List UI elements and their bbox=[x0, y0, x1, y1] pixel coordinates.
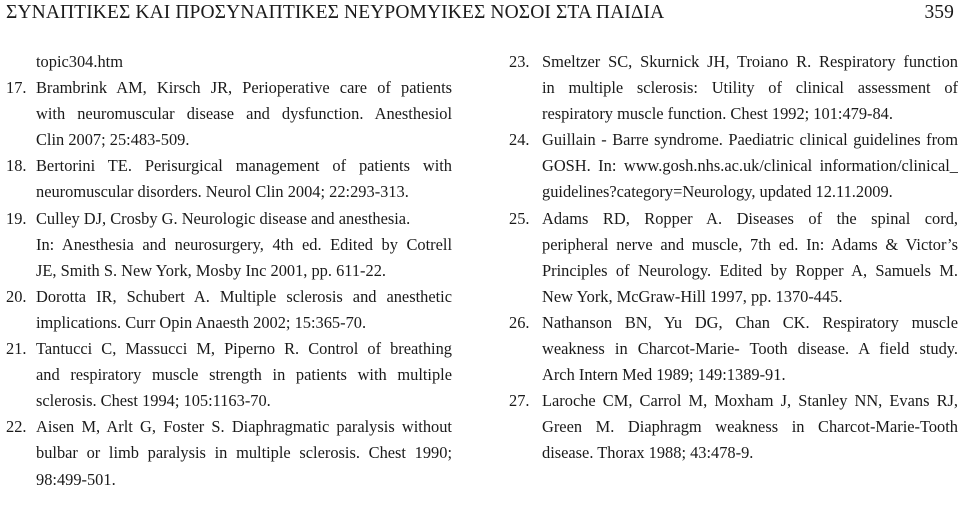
reference-entry-start bbox=[509, 49, 958, 75]
reference-line bbox=[509, 179, 958, 205]
reference-number: 23. bbox=[509, 52, 530, 71]
reference-text: with neuromuscular disease and dysfunction. Anesthesiol bbox=[36, 104, 452, 124]
reference-entry-start bbox=[509, 310, 958, 336]
reference-text: Guillain - Barre syndrome. Paediatric clinical guidelines from bbox=[542, 130, 958, 150]
reference-number: 26. bbox=[509, 312, 530, 332]
reference-text: disease. Thorax 1988; 43:478-9. bbox=[542, 443, 754, 463]
reference-number: 17. bbox=[6, 78, 27, 98]
reference-entry-start bbox=[509, 206, 958, 232]
reference-text: respiratory muscle function. Chest 1992; 101:479-84. bbox=[542, 104, 893, 124]
reference-text: neuromuscular disorders. Neurol Clin 2004; 22:293-313. bbox=[36, 182, 409, 202]
reference-text: Nathanson BN, Yu DG, Chan CK. Respiratory muscle bbox=[542, 312, 958, 332]
reference-line bbox=[509, 284, 958, 310]
reference-line bbox=[509, 101, 958, 127]
reference-number: 20. bbox=[6, 286, 27, 306]
reference-text: Arch Intern Med 1989; 149:1389-91. bbox=[542, 365, 786, 385]
reference-link-text[interactable]: topic304.htm bbox=[36, 52, 123, 71]
reference-line bbox=[6, 101, 452, 127]
reference-line bbox=[509, 153, 958, 179]
reference-text: implications. Curr Opin Anaesth 2002; 15:365-70. bbox=[36, 312, 367, 332]
reference-text: Principles of Neurology. Edited by Ropper A, Samuels M. bbox=[542, 260, 958, 280]
reference-entry-start bbox=[6, 153, 452, 179]
reference-column-left bbox=[6, 49, 452, 493]
reference-line bbox=[6, 362, 452, 388]
reference-text: Clin 2007; 25:483-509. bbox=[36, 130, 190, 150]
reference-text: 98:499-501. bbox=[36, 469, 116, 489]
reference-text: Aisen M, Arlt G, Foster S. Diaphragmatic paralysis without bbox=[36, 417, 452, 437]
reference-text: In: Anesthesia and neurosurgery, 4th ed. Edited by Cotrell bbox=[36, 234, 452, 254]
reference-line bbox=[509, 362, 958, 388]
reference-number: 21. bbox=[6, 339, 27, 359]
reference-number: 22. bbox=[6, 417, 27, 437]
reference-line bbox=[509, 232, 958, 258]
reference-text: New York, McGraw-Hill 1997, pp. 1370-445. bbox=[542, 286, 843, 306]
reference-line bbox=[6, 179, 452, 205]
reference-entry-start bbox=[6, 284, 452, 310]
reference-text: and respiratory muscle strength in patients with multiple bbox=[36, 365, 452, 385]
reference-text: weakness in Charcot-Marie- Tooth disease. A field study. bbox=[542, 339, 958, 359]
reference-line bbox=[6, 49, 452, 75]
reference-text: Green M. Diaphragm weakness in Charcot-Marie-Tooth bbox=[542, 417, 958, 437]
reference-text: Smeltzer SC, Skurnick JH, Troiano R. Respiratory function bbox=[542, 52, 958, 71]
reference-entry-start bbox=[6, 414, 452, 440]
reference-text: Tantucci C, Massucci M, Piperno R. Control of breathing bbox=[36, 339, 452, 359]
reference-number: 19. bbox=[6, 208, 27, 228]
reference-line bbox=[509, 336, 958, 362]
reference-line bbox=[6, 127, 452, 153]
reference-entry-start bbox=[6, 206, 452, 232]
reference-text: JE, Smith S. New York, Mosby Inc 2001, pp. 611-22. bbox=[36, 260, 386, 280]
reference-line bbox=[6, 258, 452, 284]
reference-entry-start bbox=[509, 127, 958, 153]
reference-text: GOSH. In: www.gosh.nhs.ac.uk/clinical information/clinical_ bbox=[542, 156, 958, 176]
reference-line bbox=[6, 232, 452, 258]
reference-line bbox=[509, 414, 958, 440]
reference-entry-start bbox=[509, 388, 958, 414]
reference-line bbox=[6, 440, 452, 466]
reference-number: 25. bbox=[509, 208, 530, 228]
reference-line bbox=[6, 310, 452, 336]
reference-text: bulbar or limb paralysis in multiple sclerosis. Chest 1990; bbox=[36, 443, 452, 463]
reference-text: Dorotta IR, Schubert A. Multiple sclerosis and anesthetic bbox=[36, 286, 452, 306]
reference-text: peripheral nerve and muscle, 7th ed. In: Adams & Victor’s bbox=[542, 234, 958, 254]
reference-column-right bbox=[509, 49, 958, 467]
reference-text: Adams RD, Ropper A. Diseases of the spinal cord, bbox=[542, 208, 958, 228]
reference-text: Bertorini TE. Perisurgical management of patients with bbox=[36, 156, 452, 176]
reference-line bbox=[6, 467, 452, 493]
reference-text: Brambrink AM, Kirsch JR, Perioperative care of patients bbox=[36, 78, 452, 98]
reference-line bbox=[509, 258, 958, 284]
reference-text: guidelines?category=Neurology, updated 12.11.2009. bbox=[542, 182, 893, 202]
page-number: 359 bbox=[924, 2, 954, 23]
reference-text: in multiple sclerosis: Utility of clinical assessment of bbox=[542, 78, 958, 98]
reference-line bbox=[509, 440, 958, 466]
reference-text: Laroche CM, Carrol M, Moxham J, Stanley NN, Evans RJ, bbox=[542, 391, 958, 411]
reference-line bbox=[6, 388, 452, 414]
reference-text: sclerosis. Chest 1994; 105:1163-70. bbox=[36, 391, 271, 411]
reference-text: Culley DJ, Crosby G. Neurologic disease and anesthesia. bbox=[36, 208, 411, 228]
reference-entry-start bbox=[6, 75, 452, 101]
reference-line bbox=[509, 75, 958, 101]
reference-number: 27. bbox=[509, 391, 530, 411]
reference-entry-start bbox=[6, 336, 452, 362]
reference-number: 18. bbox=[6, 156, 27, 176]
page-header bbox=[6, 0, 954, 26]
reference-number: 24. bbox=[509, 130, 530, 150]
running-title: ΣΥΝΑΠΤΙΚΕΣ ΚΑΙ ΠΡΟΣΥΝΑΠΤΙΚΕΣ ΝΕΥΡΟΜΥΙΚΕΣ ΝΟΣΟΙ ΣΤΑ ΠΑΙΔΙΑ bbox=[6, 2, 665, 23]
